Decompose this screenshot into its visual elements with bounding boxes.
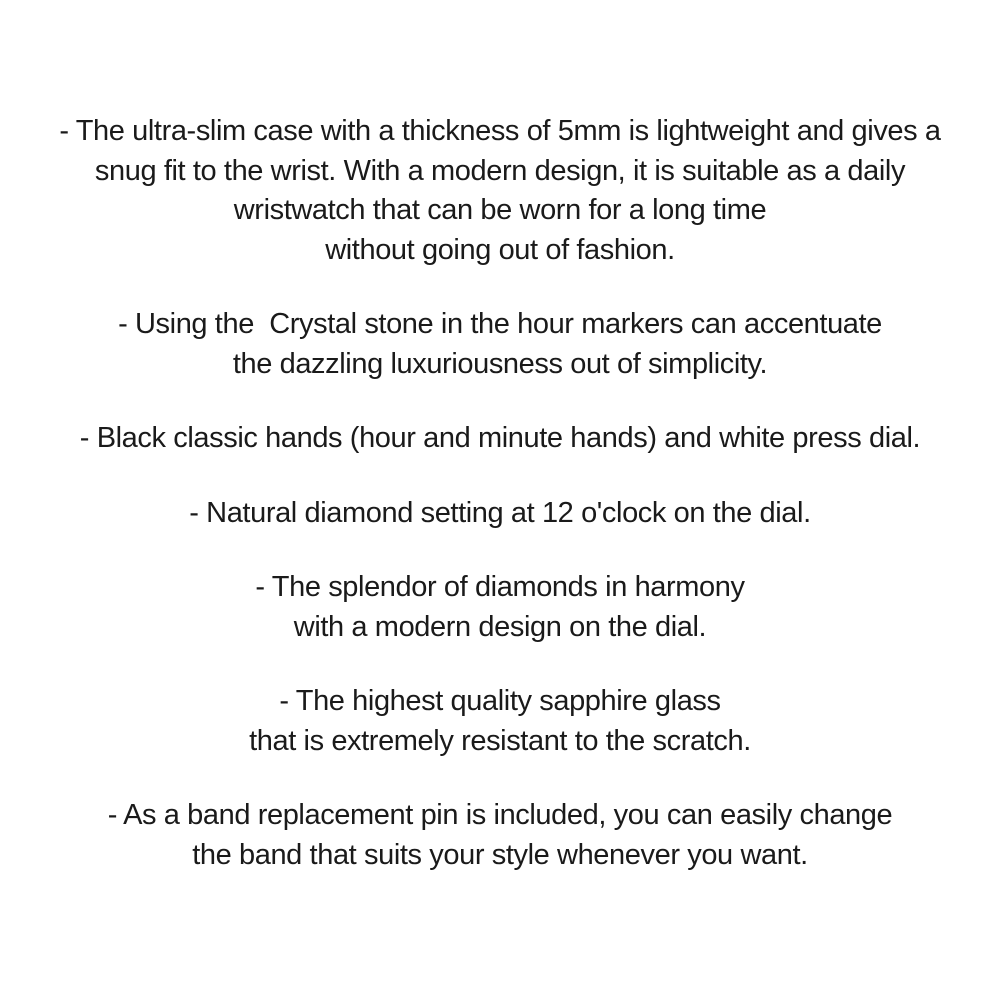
feature-paragraph-sapphire-glass — [0, 682, 1000, 761]
text-line: snug fit to the wrist. With a modern design, it is suitable as a daily — [94, 154, 906, 187]
feature-paragraph-diamond-setting — [0, 494, 1000, 534]
text-line: - Natural diamond setting at 12 o'clock on the dial. — [189, 496, 811, 529]
text-line: without going out of fashion. — [325, 233, 675, 266]
text-line: - Using the Crystal stone in the hour markers can accentuate — [118, 308, 882, 340]
text-line: the band that suits your style whenever you want. — [192, 838, 808, 871]
text-line: with a modern design on the dial. — [293, 610, 707, 643]
feature-paragraph-band-pin — [0, 796, 1000, 875]
feature-paragraph-crystal — [0, 305, 1000, 384]
text-line: - The highest quality sapphire glass — [279, 685, 721, 717]
feature-paragraph-diamond-splendor — [0, 568, 1000, 647]
text-line: - Black classic hands (hour and minute hands) and white press dial. — [79, 422, 921, 454]
text-line: - As a band replacement pin is included, you can easily change — [107, 799, 893, 831]
text-line: - The splendor of diamonds in harmony — [255, 571, 745, 603]
feature-paragraph-case — [0, 112, 1000, 270]
text-line: - The ultra-slim case with a thickness of 5mm is lightweight and gives a — [59, 115, 941, 147]
text-line: that is extremely resistant to the scratch. — [249, 724, 751, 757]
text-line: wristwatch that can be worn for a long time — [233, 194, 767, 226]
feature-paragraph-hands — [0, 419, 1000, 459]
text-line: the dazzling luxuriousness out of simplicity. — [232, 347, 768, 380]
